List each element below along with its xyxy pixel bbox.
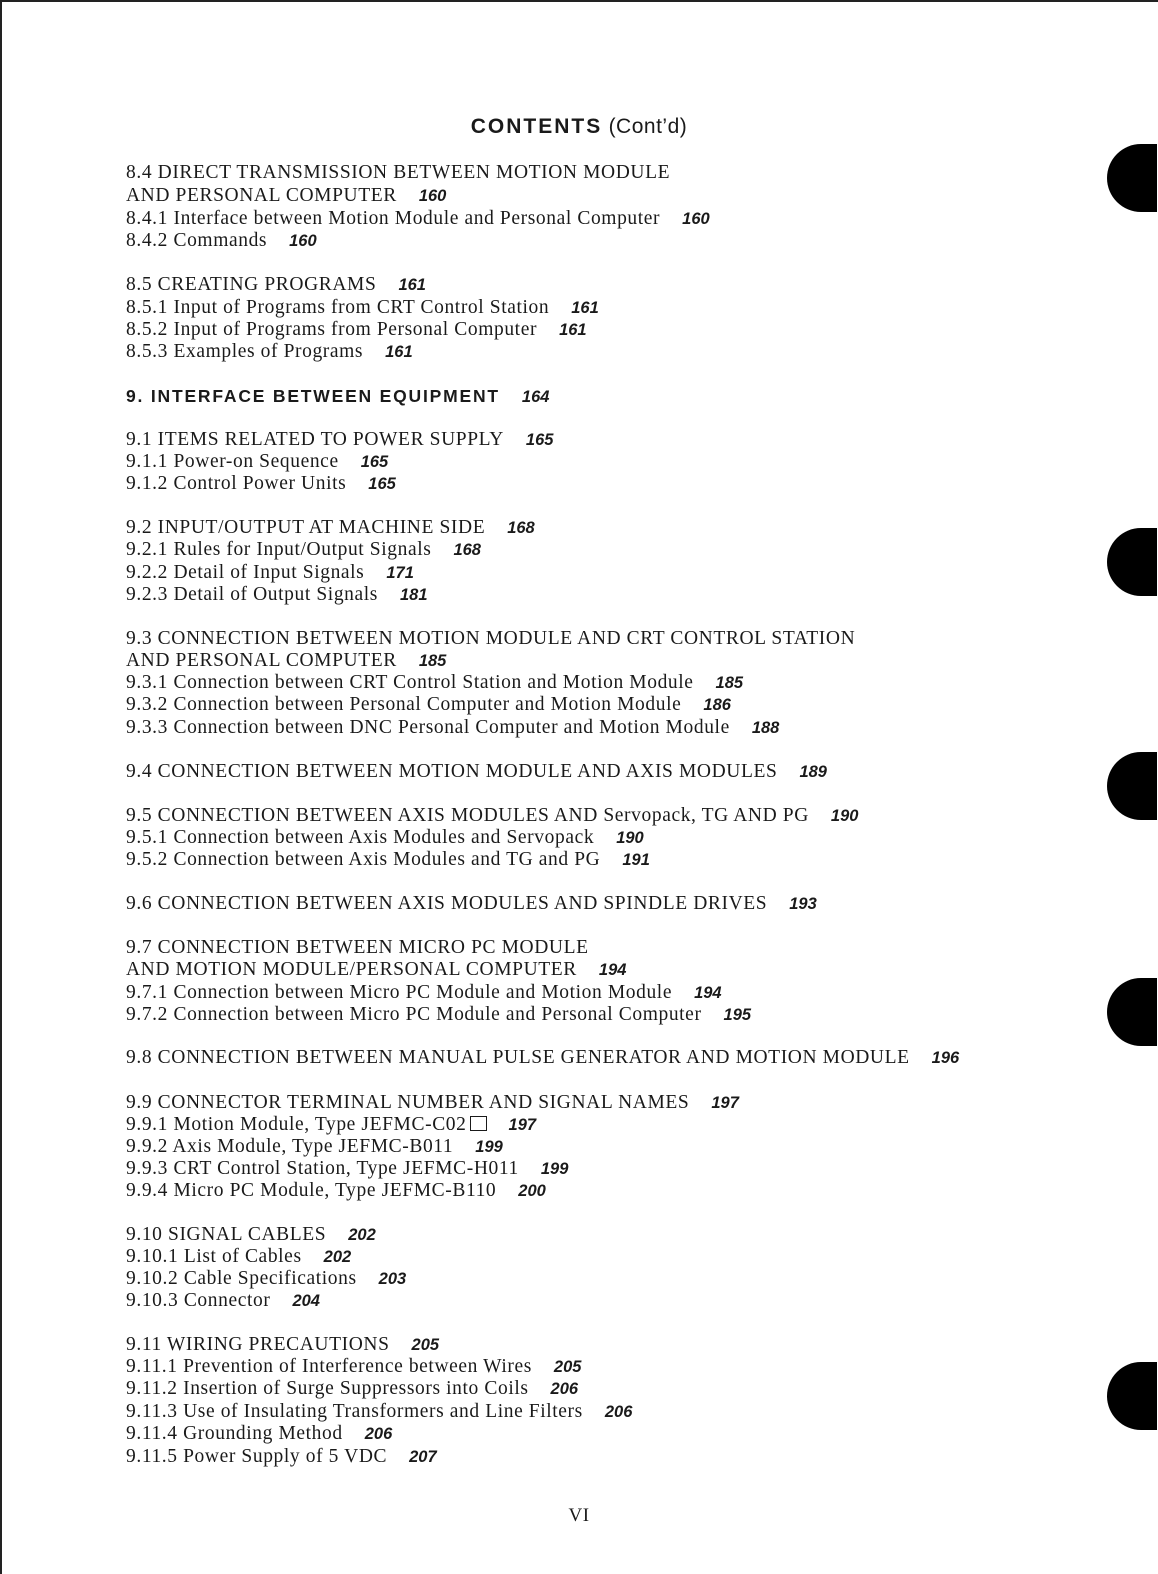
toc-entry: 9.6 CONNECTION BETWEEN AXIS MODULES AND SPINDLE DRIVES 193 — [126, 893, 817, 914]
scan-top-edge — [0, 0, 1158, 2]
toc-entry: 9.3.3 Connection between DNC Personal Computer and Motion Module 188 — [126, 717, 780, 738]
toc-entry: 8.4.2 Commands 160 — [126, 230, 317, 251]
toc-entry: 9.2.1 Rules for Input/Output Signals 168 — [126, 539, 481, 560]
page-ref: 197 — [711, 1094, 739, 1112]
page-ref: 165 — [368, 475, 396, 493]
toc-entry: 9.3.2 Connection between Personal Computer and Motion Module 186 — [126, 694, 731, 715]
toc-entry: 8.5.2 Input of Programs from Personal Computer 161 — [126, 319, 587, 340]
page-ref: 202 — [323, 1248, 352, 1266]
page-ref: 185 — [418, 652, 447, 670]
page-ref: 205 — [553, 1358, 582, 1376]
toc-entry: 9.5.2 Connection between Axis Modules and TG and PG 191 — [126, 849, 650, 870]
toc-entry: 9.9.2 Axis Module, Type JEFMC-B011 199 — [126, 1136, 503, 1157]
page-ref: 206 — [604, 1403, 633, 1421]
page-ref: 196 — [931, 1049, 960, 1067]
toc-entry: 9.1.2 Control Power Units 165 — [126, 473, 396, 494]
binder-hole-icon — [1107, 978, 1157, 1046]
toc-entry: 9.10 SIGNAL CABLES 202 — [126, 1224, 376, 1245]
toc-entry: 9.4 CONNECTION BETWEEN MOTION MODULE AND AXIS MODULES 189 — [126, 761, 827, 782]
toc-entry: 9.11.3 Use of Insulating Transformers and Line Filters 206 — [126, 1401, 633, 1422]
toc-entry: 9.10.2 Cable Specifications 203 — [126, 1268, 407, 1289]
toc-entry: 9.5 CONNECTION BETWEEN AXIS MODULES AND Servopack, TG AND PG 190 — [126, 805, 859, 826]
title-rest: (Cont’d) — [608, 115, 688, 138]
toc-entry: 9.9 CONNECTOR TERMINAL NUMBER AND SIGNAL NAMES 197 — [126, 1092, 739, 1113]
page-ref: 189 — [799, 763, 827, 781]
page-ref: 197 — [508, 1116, 537, 1134]
page-ref: 199 — [540, 1160, 569, 1178]
page-ref: 161 — [398, 276, 426, 294]
page-number: VI — [568, 1505, 590, 1526]
page-ref: 194 — [694, 984, 722, 1002]
toc-entry: AND PERSONAL COMPUTER 185 — [126, 650, 447, 671]
binder-hole-icon — [1107, 144, 1157, 212]
toc-entry: 9.9.1 Motion Module, Type JEFMC-C02 197 — [126, 1114, 537, 1135]
toc-entry: 8.4.1 Interface between Motion Module and Personal Computer 160 — [126, 208, 710, 229]
page-ref: 160 — [418, 187, 447, 205]
toc-entry: 9.10.1 List of Cables 202 — [126, 1246, 352, 1267]
toc-entry: 9.11.5 Power Supply of 5 VDC 207 — [126, 1446, 437, 1467]
page-ref: 160 — [682, 210, 710, 228]
page-ref: 194 — [598, 961, 627, 979]
toc-entry: 8.5.1 Input of Programs from CRT Control Station 161 — [126, 297, 599, 318]
page-ref: 161 — [571, 299, 599, 317]
page-ref: 181 — [399, 586, 428, 604]
toc-entry: 9.9.3 CRT Control Station, Type JEFMC-H011 199 — [126, 1158, 569, 1179]
toc-entry: 9.5.1 Connection between Axis Modules and Servopack 190 — [126, 827, 644, 848]
page-ref: 206 — [364, 1425, 393, 1443]
toc-entry: 9.2.2 Detail of Input Signals 171 — [126, 562, 414, 583]
toc-entry: 8.5.3 Examples of Programs 161 — [126, 341, 413, 362]
toc-entry: 9.2.3 Detail of Output Signals 181 — [126, 584, 428, 605]
page-ref: 195 — [723, 1006, 752, 1024]
toc-entry: 9.8 CONNECTION BETWEEN MANUAL PULSE GENERATOR AND MOTION MODULE 196 — [126, 1047, 960, 1068]
toc-chapter-heading: 9. INTERFACE BETWEEN EQUIPMENT 164 — [126, 386, 550, 406]
page-ref: 190 — [830, 807, 859, 825]
binder-hole-icon — [1107, 752, 1157, 820]
page-ref: 160 — [289, 232, 317, 250]
page-ref: 191 — [622, 851, 650, 869]
page-title — [0, 115, 1158, 139]
toc-entry: 9.7.1 Connection between Micro PC Module and Motion Module 194 — [126, 982, 722, 1003]
page-ref: 199 — [475, 1138, 503, 1156]
title-bold: CONTENTS — [470, 115, 603, 138]
page-ref: 164 — [521, 388, 550, 406]
toc-entry: 8.4 DIRECT TRANSMISSION BETWEEN MOTION MODULE — [126, 162, 671, 183]
scan-left-edge — [0, 0, 2, 1574]
page-ref: 186 — [703, 696, 731, 714]
toc-entry: 9.11 WIRING PRECAUTIONS 205 — [126, 1334, 440, 1355]
page-ref: 193 — [789, 895, 817, 913]
page-ref: 203 — [378, 1270, 407, 1288]
toc-entry: 9.11.2 Insertion of Surge Suppressors into Coils 206 — [126, 1378, 579, 1399]
page-ref: 171 — [386, 564, 414, 582]
toc-entry: 8.5 CREATING PROGRAMS 161 — [126, 274, 426, 295]
toc-entry: 9.7 CONNECTION BETWEEN MICRO PC MODULE — [126, 937, 589, 958]
page-ref: 204 — [292, 1292, 320, 1310]
page-ref: 202 — [348, 1226, 376, 1244]
page-ref: 206 — [550, 1380, 579, 1398]
toc-entry: 9.11.4 Grounding Method 206 — [126, 1423, 393, 1444]
page-ref: 161 — [385, 343, 413, 361]
toc-entry: 9.7.2 Connection between Micro PC Module and Personal Computer 195 — [126, 1004, 752, 1025]
page-ref: 200 — [518, 1182, 546, 1200]
toc-entry: 9.9.4 Micro PC Module, Type JEFMC-B110 200 — [126, 1180, 546, 1201]
page-ref: 161 — [559, 321, 587, 339]
page-ref: 207 — [409, 1448, 437, 1466]
toc-entry: 9.1.1 Power-on Sequence 165 — [126, 451, 389, 472]
page-ref: 188 — [751, 719, 780, 737]
toc-entry: AND MOTION MODULE/PERSONAL COMPUTER 194 — [126, 959, 627, 980]
binder-hole-icon — [1107, 1362, 1157, 1430]
page-ref: 185 — [715, 674, 744, 692]
toc-entry: AND PERSONAL COMPUTER 160 — [126, 185, 447, 206]
page-ref: 168 — [507, 519, 535, 537]
toc-entry: 9.10.3 Connector 204 — [126, 1290, 320, 1311]
blank-box-icon — [470, 1116, 487, 1131]
page-ref: 165 — [525, 431, 554, 449]
page-ref: 168 — [453, 541, 481, 559]
toc-entry: 9.2 INPUT/OUTPUT AT MACHINE SIDE 168 — [126, 517, 535, 538]
toc-entry: 9.1 ITEMS RELATED TO POWER SUPPLY 165 — [126, 429, 554, 450]
page-ref: 205 — [411, 1336, 440, 1354]
page-ref: 190 — [616, 829, 644, 847]
toc-entry: 9.11.1 Prevention of Interference between Wires 205 — [126, 1356, 582, 1377]
page-ref: 165 — [360, 453, 389, 471]
toc-entry: 9.3.1 Connection between CRT Control Station and Motion Module 185 — [126, 672, 744, 693]
binder-hole-icon — [1107, 528, 1157, 596]
toc-entry: 9.3 CONNECTION BETWEEN MOTION MODULE AND CRT CONTROL STATION — [126, 628, 856, 649]
